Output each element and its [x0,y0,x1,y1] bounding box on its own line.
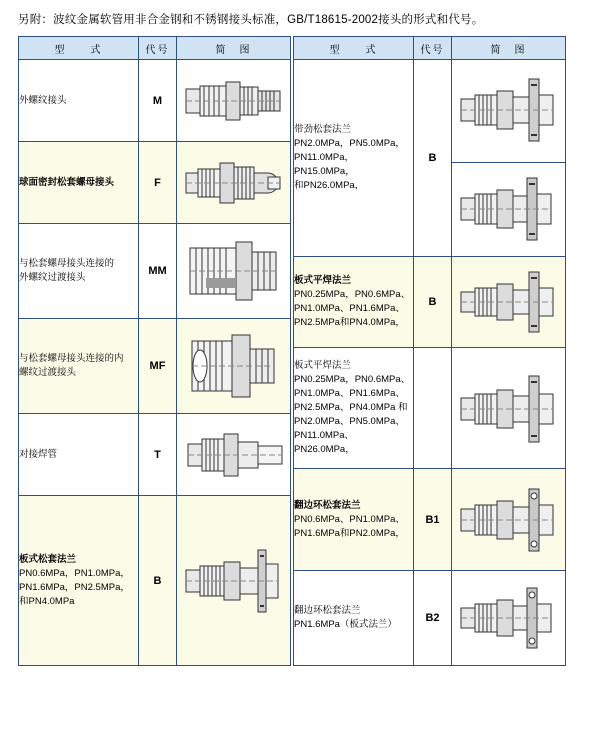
row-figure-cell [452,571,566,666]
lap-joint-flange-figure [455,475,563,565]
row-type-cell [19,60,139,142]
table-row [19,319,291,414]
type-line: 板式松套法兰 [19,553,77,565]
spherical-seal-union-nut-figure [180,151,288,215]
row-type-cell [294,60,414,257]
right-table-header-row [294,37,566,60]
table-row [294,347,566,468]
type-line: PN2.0MPa、PN5.0MPa、 [294,415,405,427]
type-line: 板式平焊法兰 [294,274,352,286]
table-row [294,571,566,666]
header-type: 型 式 [294,37,414,60]
type-line: 外螺纹接头 [19,94,67,106]
row-code-cell: B [414,60,452,257]
row-type-cell [19,414,139,496]
tables-container [0,36,600,666]
external-thread-transition-figure [180,232,288,310]
type-line: 和PN26.0MPa， [294,180,365,192]
type-line: 板式平焊法兰 [294,359,352,371]
row-type-cell [19,224,139,319]
row-code-cell: T [139,414,177,496]
type-line: 球面密封松套螺母接头 [19,176,115,188]
row-type-cell [19,142,139,224]
type-line: PN1.6MPa（板式法兰） [294,619,397,631]
row-code-cell: B [414,257,452,347]
type-line: PN11.0MPa、PN26.0MPa， [294,429,355,455]
type-line: 带劲松套法兰 [294,124,352,136]
page-title: 另附：波纹金属软管用非合金钢和不锈钢接头标准，GB/T18615-2002接头的形式和代号。 [18,14,484,26]
row-figure-cell [452,257,566,347]
type-line: PN0.6MPa，PN1.0MPa， [19,567,130,579]
type-line: PN1.0MPa、PN1.6MPa、 [294,302,405,314]
table-row [19,142,291,224]
plate-flat-weld-flange-figure [455,262,563,342]
row-type-cell [294,257,414,347]
type-line: PN1.6MPa，PN2.5MPa， [19,581,130,593]
type-line: 翻边环松套法兰 [294,605,361,617]
type-line: 与松套螺母接头连接的 [19,258,115,269]
table-row [294,257,566,347]
row-code-cell: B [139,496,177,666]
row-code-cell: B1 [414,468,452,571]
table-row [19,60,291,142]
header-figure: 简 图 [452,37,566,60]
table-row [19,496,291,666]
lap-joint-flange-plate-figure [455,576,563,660]
row-figure-cell [177,319,291,414]
type-line: PN2.0MPa，PN5.0MPa， [294,138,405,150]
type-line: PN0.6MPa、PN1.0MPa、 [294,513,405,525]
type-line: 和PN4.0MPa [19,595,75,607]
row-code-cell: B2 [414,571,452,666]
type-line: PN2.5MPa和PN4.0MPa， [294,316,405,328]
table-row [294,468,566,571]
plate-flat-weld-flange-figure-2 [455,356,563,460]
row-type-cell [294,571,414,666]
row-code-cell: M [139,60,177,142]
row-figure-cell [177,496,291,666]
type-line: 螺纹过渡接头 [19,367,77,378]
row-type-cell [294,347,414,468]
row-type-cell [294,468,414,571]
row-figure-cell [177,414,291,496]
ribbed-loose-flange-figure-b [455,166,563,252]
table-row [19,414,291,496]
internal-thread-transition-figure [180,327,288,405]
table-row [19,224,291,319]
type-line: 与松套螺母接头连接的内 [19,353,124,364]
row-figure-cell [452,162,566,256]
header-code: 代号 [414,37,452,60]
left-spec-table [18,36,291,666]
row-code-cell [414,347,452,468]
row-figure-cell [177,60,291,142]
row-figure-cell [452,60,566,163]
type-line: PN1.0MPa、PN1.6MPa、 [294,387,405,399]
butt-weld-pipe-figure [180,422,288,488]
row-code-cell: MF [139,319,177,414]
row-figure-cell [452,468,566,571]
type-line: PN0.25MPa，PN0.6MPa、 [294,373,411,385]
table-row [294,60,566,163]
row-figure-cell [177,142,291,224]
row-code-cell: F [139,142,177,224]
row-code-cell: MM [139,224,177,319]
type-line: PN1.6MPa和PN2.0MPa， [294,527,405,539]
type-line: PN2.5MPa、PN4.0MPa 和 [294,401,408,413]
type-line: PN11.0MPa，PN15.0MPa， [294,152,355,178]
left-table-header-row [19,37,291,60]
row-figure-cell [452,347,566,468]
type-line: 对接焊管 [19,448,58,460]
male-thread-fitting-figure [180,69,288,133]
type-line: 翻边环松套法兰 [294,499,361,511]
row-type-cell [19,319,139,414]
header-code: 代号 [139,37,177,60]
row-type-cell [19,496,139,666]
type-line: PN0.25MPa，PN0.6MPa、 [294,288,411,300]
header-figure: 简 图 [177,37,291,60]
type-line: 外螺纹过渡接头 [19,272,86,283]
ribbed-loose-flange-figure-a [455,65,563,157]
row-figure-cell [177,224,291,319]
plate-loose-flange-figure [180,540,288,622]
header-type: 型 式 [19,37,139,60]
right-spec-table [293,36,566,666]
